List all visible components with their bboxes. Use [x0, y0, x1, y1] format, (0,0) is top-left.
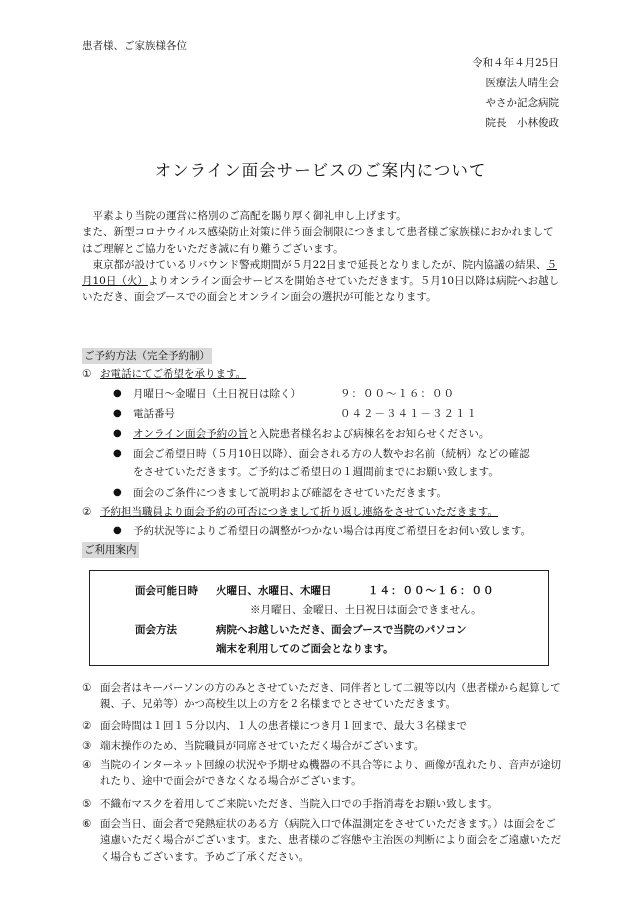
intro-greeting: 平素より当院の運営に格別のご高配を賜り厚く御礼申し上げます。 [92, 210, 407, 222]
date-confirmation-line1: 面会ご希望日時（５月10日以降）、面会される方の人数やお名前（続柄）などの確認 [133, 448, 530, 460]
bullet-icon: ● [113, 408, 122, 419]
note-number: ⑤ [82, 798, 92, 810]
note-number: ⑥ [82, 818, 92, 830]
bullet-icon: ● [113, 388, 122, 399]
issue-date: 令和４年４月25日 [472, 57, 559, 69]
conditions-explanation: 面会のご条件につきまして説明および確認をさせていただきます。 [133, 487, 447, 499]
reservation-notice-rest: と入院患者様名および病棟名をお知らせください。 [248, 428, 490, 440]
visit-method-line1: 病院へお越しいただき、面会ブースで当院のパソコン [216, 624, 467, 636]
intro-announcement [82, 257, 562, 306]
phone-hours-value: ９：００～１６：００ [340, 388, 455, 400]
intro-thanks: また、新型コロナウイルス感染防止対策に伴う面会制限につきまして患者様ご家族様におかれましてはご理解とご協力をいただき誠に有り難うございます。 [82, 226, 554, 255]
reservation-notice-emphasis: オンライン面会予約の旨 [133, 428, 249, 440]
start-date: ５月10日（火） [82, 258, 558, 288]
reschedule-note: 予約状況等によりご希望日の調整がつかない場合は再度ご希望日をお伺い致します。 [133, 525, 532, 537]
hospital-name: やさか記念病院 [485, 97, 559, 109]
note-text: 面会者はキーパーソンの方のみとさせていただき、同伴者として二親等以内（患者様から起算して親、子、兄弟等）かつ高校生以上の方を２名様までとさせていただきます。 [100, 682, 561, 711]
note-number: ④ [82, 759, 92, 771]
reservation-notice [133, 426, 489, 442]
note-number: ③ [82, 740, 92, 752]
visit-days-label: 面会可能日時 [135, 585, 198, 597]
visit-method-line2: 端末を利用してのご面会となります。 [216, 643, 394, 655]
bullet-icon: ● [113, 525, 122, 536]
step-number: ② [82, 506, 92, 518]
intro-section [82, 208, 562, 306]
intro-announcement-b: よりオンライン面会サービスを開始させていただきます。５月10日以降は病院へお越しいただき、面会ブースでの面会とオンライン面会の選択が可能となります。 [82, 275, 560, 304]
visit-time-value: １４：００～１６：００ [368, 585, 495, 597]
page-title: オンライン面会サービスのご案内について [154, 161, 487, 180]
intro-announcement-a: 東京都が設けているリバウンド警戒期間が５月22日まで延長となりましたが、院内協議の結果、 [92, 258, 547, 271]
visit-days-value: 火曜日、水曜日、木曜日 [216, 585, 332, 597]
step-phone-request: お電話にてご希望を承ります。 [100, 368, 247, 380]
bullet-icon: ● [113, 428, 122, 439]
date-confirmation-line2: をさせていただきます。ご予約はご希望日の１週間前までにお願い致します。 [133, 466, 499, 478]
bullet-icon: ● [113, 487, 122, 498]
note-number: ② [82, 720, 92, 732]
step-number: ① [82, 368, 92, 380]
note-text: 端末操作のため、当院職員が同席させていただく場合がございます。 [100, 740, 425, 752]
note-text: 不織布マスクを着用してご来院いただき、当院入口での手指消毒をお願い致します。 [100, 798, 498, 810]
phone-hours-label: 月曜日～金曜日（土日祝日は除く） [133, 388, 301, 400]
reservation-heading: ご予約方法（完全予約制） [82, 348, 212, 364]
note-text: 当院のインターネット回線の状況や予期せぬ機器の不具合等により、画像が乱れたり、音声が途切れたり、途中で面会ができなくなる場合がございます。 [100, 759, 562, 788]
closed-days-note: ※月曜日、金曜日、土日祝日は面会できません。 [250, 604, 482, 616]
note-text: 面会時間は１回１５分以内、１人の患者様につき月１回まで、最大３名様まで [100, 720, 468, 732]
director-name: 院長 小林俊政 [485, 117, 559, 129]
step-callback: 予約担当職員より面会予約の可否につきまして折り返し連絡をさせていただきます。 [100, 506, 498, 518]
bullet-icon: ● [113, 448, 122, 459]
phone-number-label: 電話番号 [133, 408, 175, 420]
organization-name: 医療法人晴生会 [485, 77, 559, 89]
addressee: 患者様、ご家族様各位 [82, 40, 187, 52]
phone-number-value: ０４２－３４１－３２１１ [340, 408, 478, 420]
usage-heading: ご利用案内 [82, 542, 139, 558]
visit-method-label: 面会方法 [135, 624, 177, 636]
note-text: 面会当日、面会者で発熱症状のある方（病院入口で体温測定をさせていただきます。）は面会をご遠慮いただく場合がございます。また、患者様のご容態や主治医の判断により面会をご遠慮いただく場合もございます。予めご了承ください。 [100, 818, 562, 863]
note-number: ① [82, 682, 92, 694]
